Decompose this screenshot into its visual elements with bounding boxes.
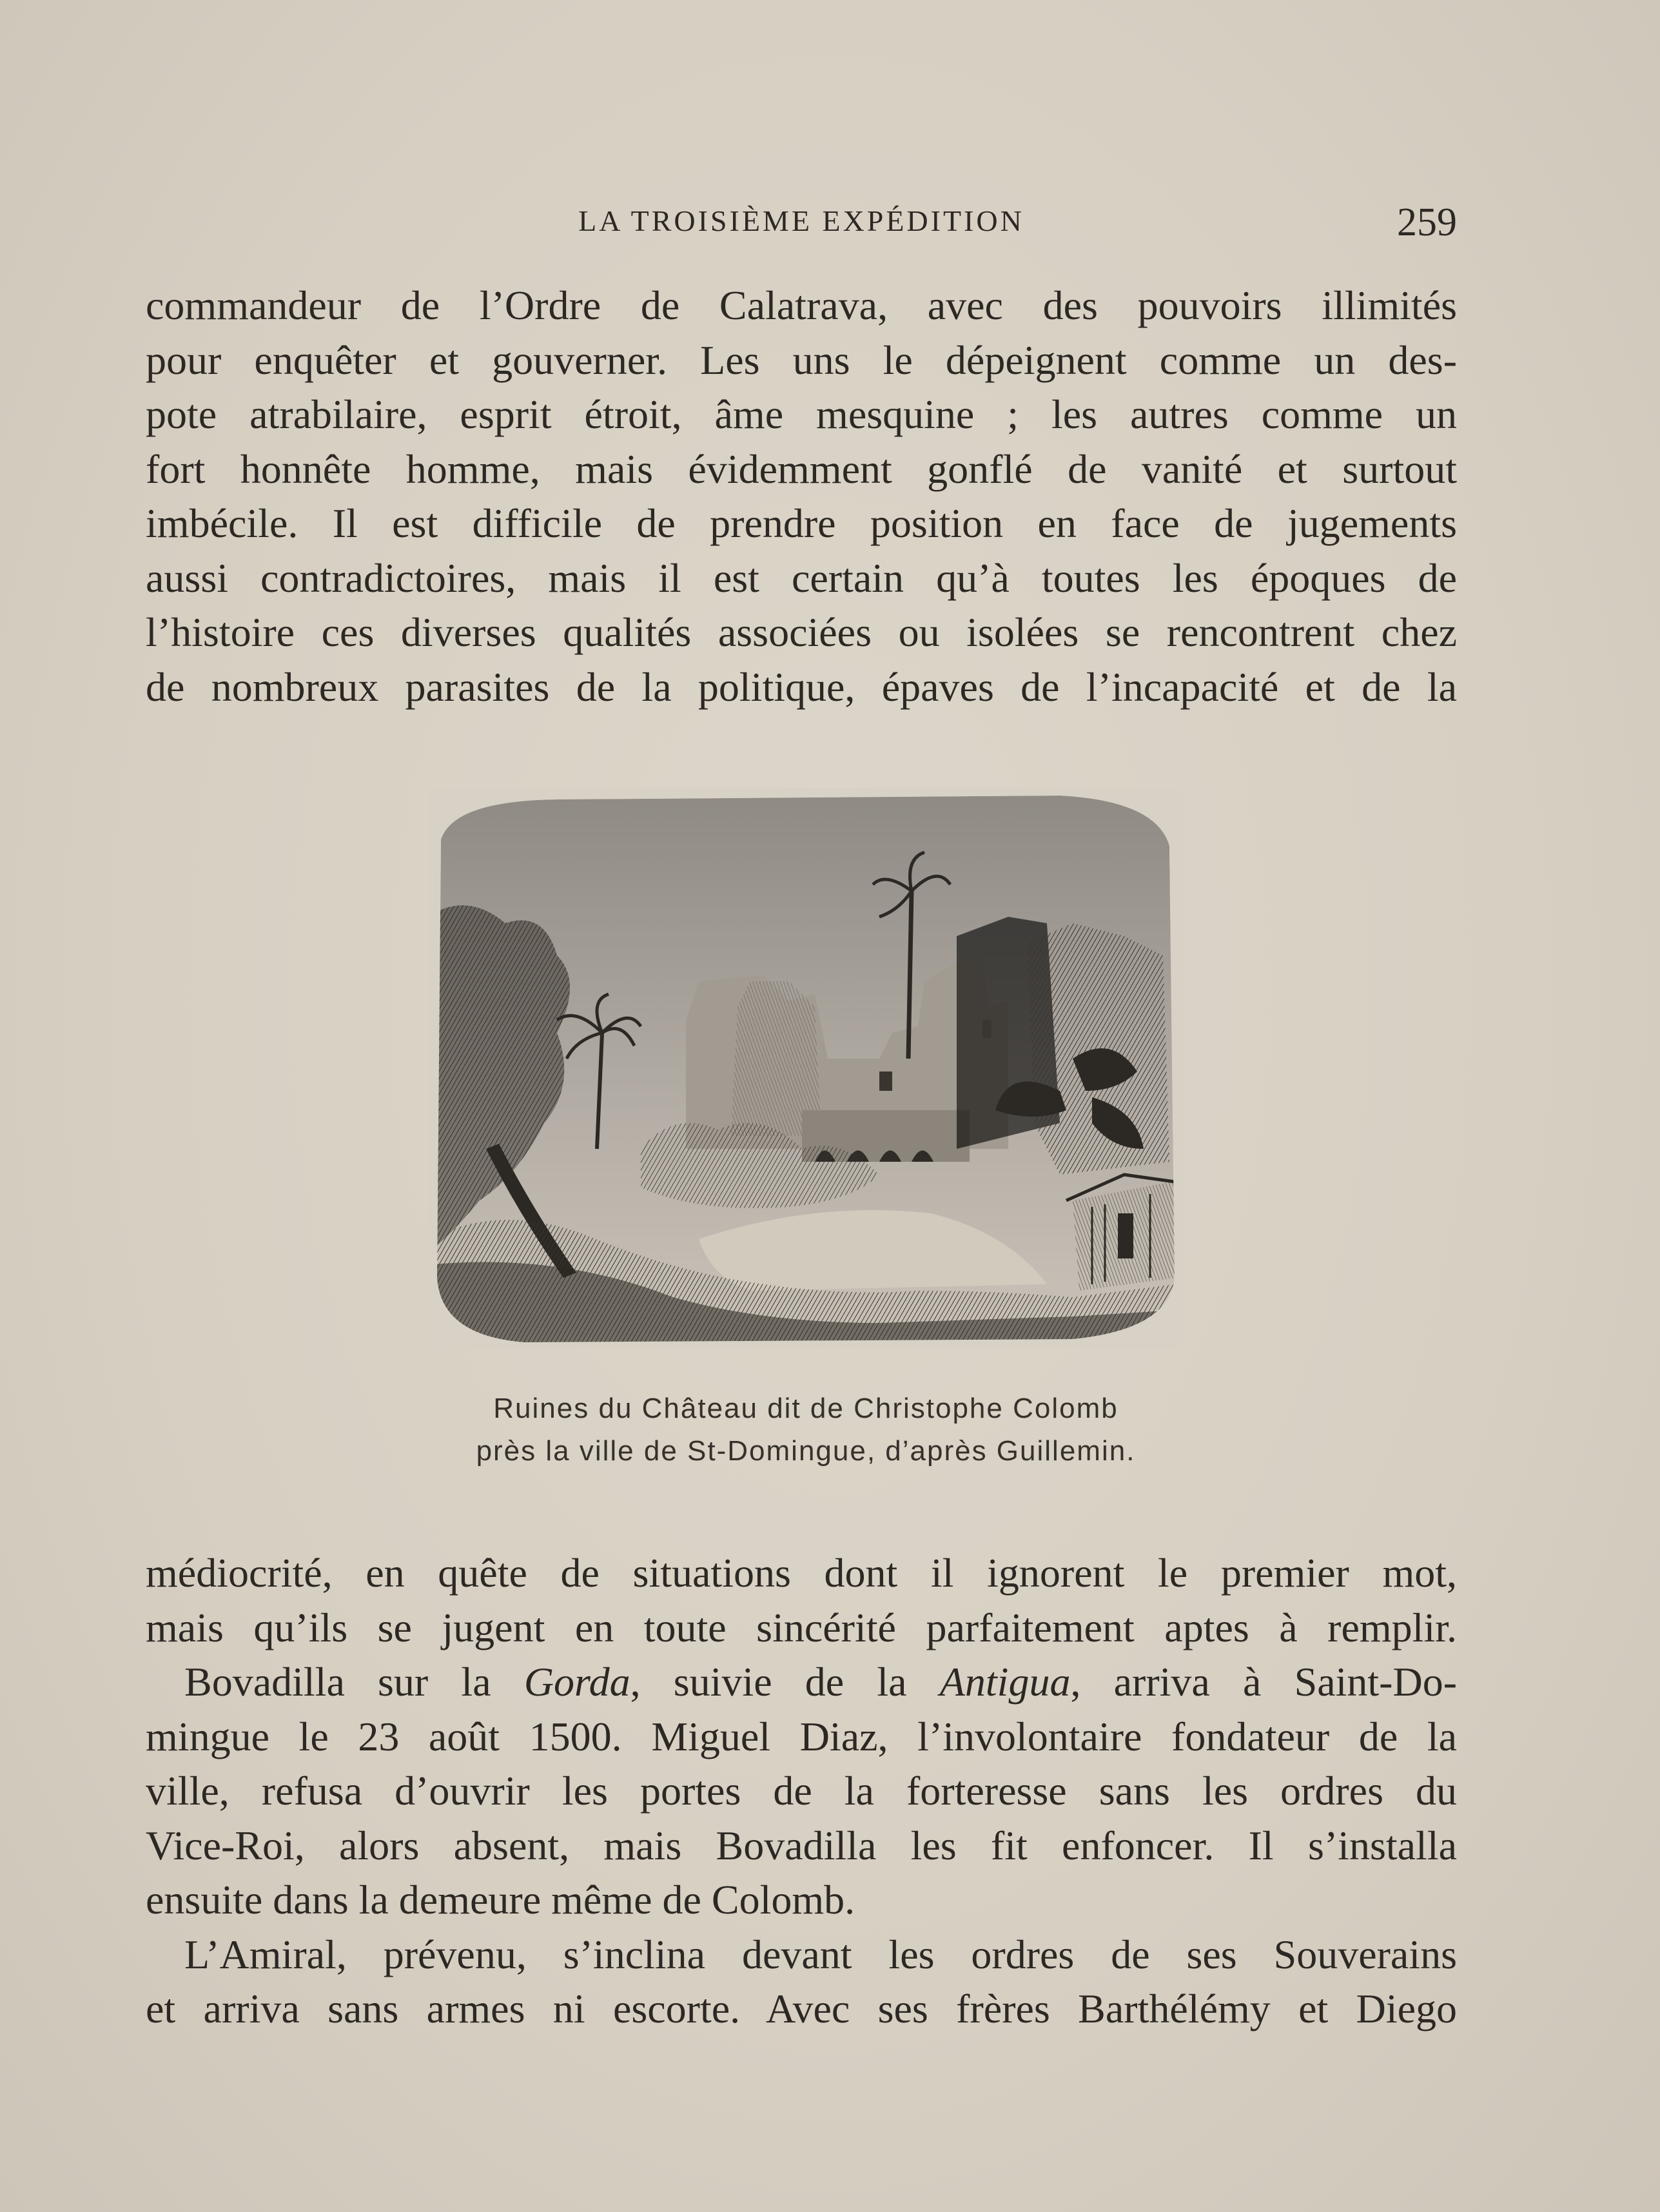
top-paragraph — [146, 279, 1457, 714]
text-line: aussi contradictoires, mais il est certain qu’à toutes les époques de — [146, 554, 1457, 601]
page-number: 259 — [1397, 201, 1457, 244]
figure-caption — [322, 1387, 1289, 1473]
text-line: pote atrabilaire, esprit étroit, âme mesquine ; les autres comme un — [146, 391, 1457, 437]
text-line: Vice-Roi, alors absent, mais Bovadilla les fit enfoncer. Il s’installa — [146, 1822, 1457, 1868]
text-line — [146, 1655, 1457, 1710]
text-line: l’histoire ces diverses qualités associées ou isolées se rencontrent chez — [146, 609, 1457, 655]
caption-line: près la ville de St-Domingue, d’après Guillemin. — [476, 1435, 1136, 1467]
text-line: de nombreux parasites de la politique, épaves de l’incapacité et de la — [146, 663, 1457, 710]
text-line: ensuite dans la demeure même de Colomb. — [146, 1877, 855, 1923]
text-line: mingue le 23 août 1500. Miguel Diaz, l’involontaire fondateur de la — [146, 1713, 1457, 1759]
text-segment: , suivie de la — [630, 1659, 940, 1705]
text-line: médiocrité, en quête de situations dont il ignorent le premier mot, — [146, 1550, 1457, 1596]
text-line: L’Amiral, prévenu, s’inclina devant les ordres de ses Souverains — [184, 1931, 1457, 1977]
ship-name: Gorda — [523, 1659, 630, 1705]
text-line: et arriva sans armes ni escorte. Avec ses frères Barthélémy et Diego — [146, 1986, 1457, 2031]
caption-line: Ruines du Château dit de Christophe Colomb — [493, 1393, 1118, 1424]
text-line: imbécile. Il est difficile de prendre position en face de jugements — [146, 500, 1457, 546]
text-segment: Bovadilla sur la — [184, 1659, 524, 1705]
text-line: pour enquêter et gouverner. Les uns le dépeignent comme un des- — [146, 337, 1457, 383]
text-line: mais qu’ils se jugent en toute sincérité parfaitement aptes à remplir. — [146, 1604, 1457, 1650]
bottom-text — [146, 1546, 1457, 2037]
ship-name: Antigua — [939, 1659, 1071, 1705]
text-segment: , arriva à Saint-Do- — [1070, 1659, 1458, 1705]
running-title: LA TROISIÈME EXPÉDITION — [578, 204, 1024, 237]
engraving-ruins-illustration — [428, 788, 1182, 1349]
text-line: commandeur de l’Ordre de Calatrava, avec des pouvoirs illimités — [146, 282, 1457, 328]
running-head — [146, 200, 1457, 245]
text-line: fort honnête homme, mais évidemment gonflé de vanité et surtout — [146, 445, 1457, 492]
text-line: ville, refusa d’ouvrir les portes de la forteresse sans les ordres du — [146, 1768, 1457, 1814]
